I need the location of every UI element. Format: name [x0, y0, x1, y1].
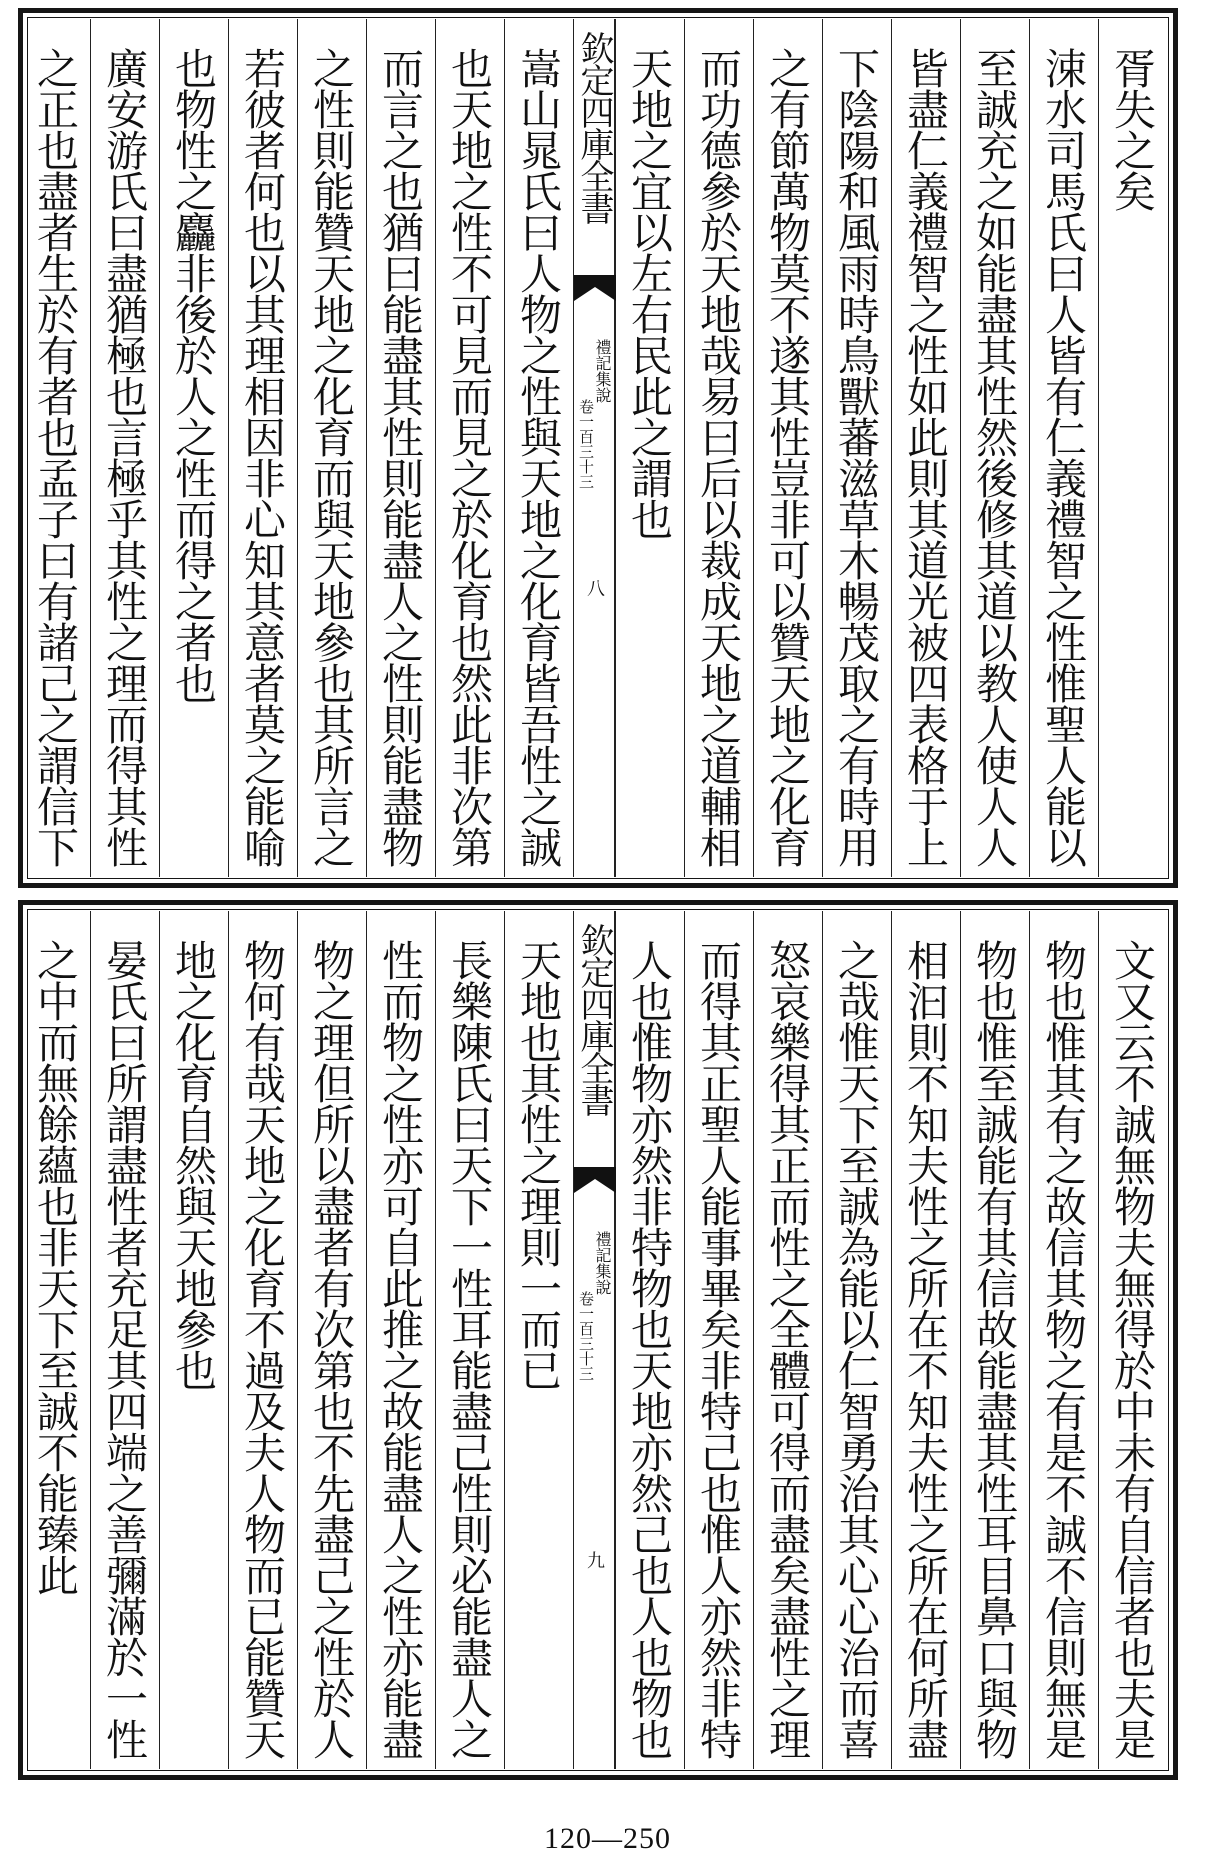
column-text: 若彼者何也以其理相因非心知其意者莫之能喻	[238, 47, 287, 867]
banxin-folio: 八	[584, 579, 605, 597]
banxin-juan: 卷一百三十三	[577, 1291, 595, 1381]
column-text: 而得其正聖人能事畢矣非特己也惟人亦然非特	[694, 939, 743, 1759]
text-column	[297, 911, 366, 1769]
column-text: 相汩則不知夫性之所在不知夫性之所在何所盡	[901, 939, 950, 1759]
column-text: 之正也盡者生於有者也孟子曰有諸己之謂信下	[31, 47, 80, 867]
text-column	[891, 911, 960, 1769]
column-text: 長樂陳氏曰天下一性耳能盡己性則必能盡人之	[445, 939, 494, 1759]
column-text: 也物性之麤非後於人之性而得之者也	[169, 47, 218, 703]
banxin-title: 欽定四庫全書	[574, 31, 614, 223]
column-text: 性而物之性亦可自此推之故能盡人之性亦能盡	[376, 939, 425, 1759]
fishtail-mark	[574, 1167, 616, 1193]
column-text: 地之化育自然與天地參也	[169, 939, 218, 1390]
banxin-book-title: 禮記集說	[593, 1231, 612, 1295]
text-column	[21, 911, 90, 1769]
banxin-book-title: 禮記集說	[593, 339, 612, 403]
column-text: 天地也其性之理則一而已	[514, 939, 563, 1390]
column-text: 下陰陽和風雨時鳥獸蕃滋草木暢茂取之有時用	[832, 47, 881, 867]
text-column	[297, 19, 366, 877]
column-text: 物何有哉天地之化育不過及夫人物而已能贊天	[238, 939, 287, 1759]
page-top	[18, 8, 1178, 888]
column-text: 物也惟其有之故信其物之有是不誠不信則無是	[1039, 939, 1088, 1759]
fishtail-mark	[574, 275, 616, 301]
banxin-title: 欽定四庫全書	[574, 923, 614, 1115]
text-column	[504, 19, 573, 877]
column-text: 而言之也猶曰能盡其性則能盡人之性則能盡物	[376, 47, 425, 867]
column-text: 天地之宜以左右民此之謂也	[625, 47, 674, 539]
text-column	[1029, 19, 1098, 877]
column-text: 涑水司馬氏曰人皆有仁義禮智之性惟聖人能以	[1039, 47, 1088, 867]
text-column	[366, 19, 435, 877]
column-text: 物之理但所以盡者有次第也不先盡己之性於人	[307, 939, 356, 1759]
banxin-juan: 卷一百三十三	[577, 399, 595, 489]
text-column	[21, 19, 90, 877]
column-text: 人也惟物亦然非特物也天地亦然己也人也物也	[625, 939, 674, 1759]
text-column	[504, 911, 573, 1769]
column-text: 物也惟至誠能有其信故能盡其性耳目鼻口與物	[970, 939, 1019, 1759]
text-column	[228, 911, 297, 1769]
column-text: 怒哀樂得其正而性之全體可得而盡矣盡性之理	[763, 939, 812, 1759]
text-column	[435, 19, 504, 877]
text-column	[891, 19, 960, 877]
text-column	[753, 911, 822, 1769]
column-text: 也天地之性不可見而見之於化育也然此非次第	[445, 47, 494, 867]
column-text: 廣安游氏曰盡猶極也言極乎其性之理而得其性	[100, 47, 149, 867]
column-text: 而功德參於天地哉易曰后以裁成天地之道輔相	[694, 47, 743, 867]
column-text: 至誠充之如能盡其性然後修其道以教人使人人	[970, 47, 1019, 867]
center-fold	[573, 19, 615, 877]
column-text: 文又云不誠無物夫無得於中未有自信者也夫是	[1108, 939, 1157, 1759]
text-column	[822, 19, 891, 877]
page-bottom	[18, 900, 1178, 1780]
text-column	[822, 911, 891, 1769]
text-column	[684, 911, 753, 1769]
text-column	[960, 911, 1029, 1769]
text-column	[159, 19, 228, 877]
text-column	[1098, 911, 1167, 1769]
text-column	[753, 19, 822, 877]
column-text: 胥失之矣	[1108, 47, 1157, 211]
text-column	[90, 911, 159, 1769]
text-column	[615, 911, 684, 1769]
text-column	[960, 19, 1029, 877]
text-column	[90, 19, 159, 877]
column-text: 之性則能贊天地之化育而與天地參也其所言之	[307, 47, 356, 867]
text-column	[228, 19, 297, 877]
center-fold	[573, 911, 615, 1769]
text-column	[1098, 19, 1167, 877]
banxin-folio: 九	[584, 1551, 605, 1569]
column-text: 嵩山晁氏曰人物之性與天地之化育皆吾性之誠	[514, 47, 563, 867]
text-column	[1029, 911, 1098, 1769]
page-number: 120—250	[544, 1822, 671, 1855]
column-text: 晏氏曰所謂盡性者充足其四端之善彌滿於一性	[100, 939, 149, 1759]
column-text: 之有節萬物莫不遂其性豈非可以贊天地之化育	[763, 47, 812, 867]
column-text: 之中而無餘蘊也非天下至誠不能臻此	[31, 939, 80, 1595]
text-column	[435, 911, 504, 1769]
text-column	[684, 19, 753, 877]
column-text: 皆盡仁義禮智之性如此則其道光被四表格于上	[901, 47, 950, 867]
column-text: 之哉惟天下至誠為能以仁智勇治其心心治而喜	[832, 939, 881, 1759]
text-column	[159, 911, 228, 1769]
text-column	[615, 19, 684, 877]
text-column	[366, 911, 435, 1769]
